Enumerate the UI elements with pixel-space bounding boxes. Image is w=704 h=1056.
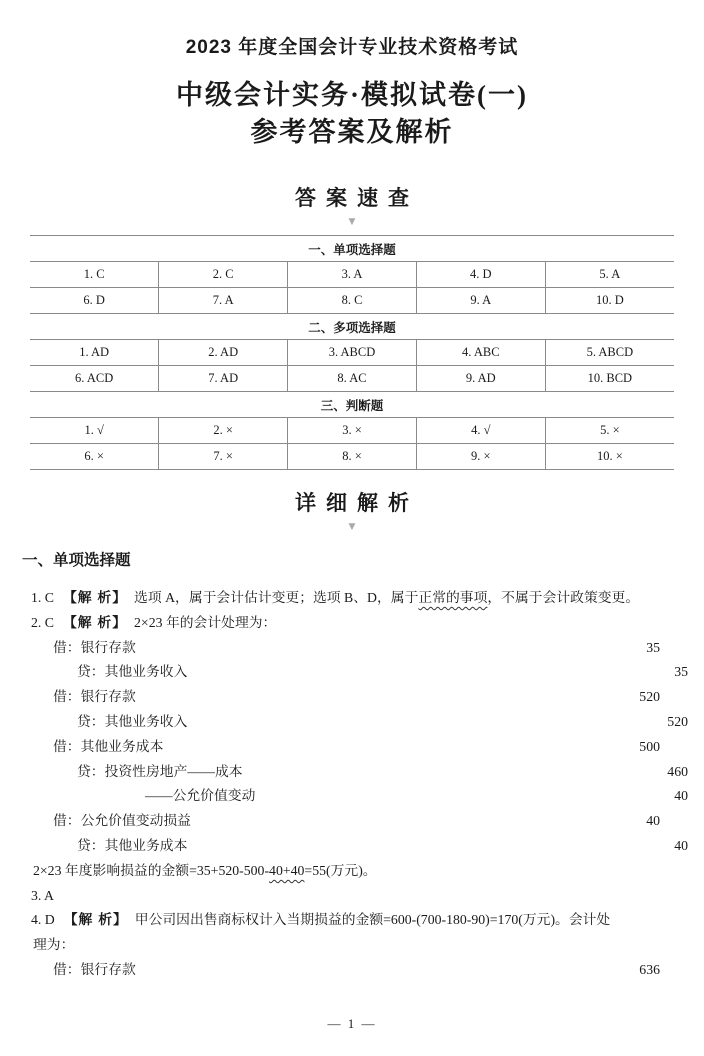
journal-entry-text: 贷：其他业务收入: [77, 664, 188, 680]
item-text-wavy-underlined: 正常的事项: [418, 590, 488, 605]
item-number: 4. D: [31, 912, 55, 928]
answer-cell: 4. ABC: [416, 340, 545, 366]
table-row: [30, 340, 674, 366]
answer-cell: 1. √: [30, 418, 159, 444]
answer-table: [30, 235, 674, 470]
journal-entry-text: ——公允价值变动: [145, 788, 256, 804]
journal-amount: 35: [646, 639, 660, 655]
answer-cell: 5. ABCD: [545, 340, 674, 366]
table-section-header-row: [30, 236, 674, 262]
journal-line: [31, 636, 704, 661]
answer-cell: 8. C: [288, 288, 417, 314]
analysis-item-2: [31, 611, 704, 636]
table-row: [30, 366, 674, 392]
item-text: 理为：: [33, 937, 75, 953]
journal-amount: 35: [674, 664, 688, 680]
answer-cell: 8. ×: [288, 444, 417, 470]
item-text: 2×23 年的会计处理为：: [134, 614, 277, 630]
journal-entry-text: 借：其他业务成本: [53, 738, 164, 754]
table-section-header-row: [30, 314, 674, 340]
journal-entry-text: 贷：其他业务成本: [77, 837, 188, 853]
answer-cell: 2. C: [159, 262, 288, 288]
journal-amount: 40: [674, 788, 688, 804]
computation-text: 2×23 年度影响损益的金额=35+520-500-: [33, 862, 270, 878]
answer-cell: 10. BCD: [545, 366, 674, 392]
computation-text-wavy-underlined: 40+40: [269, 862, 305, 878]
computation-line: [31, 859, 704, 884]
answer-cell: 10. D: [545, 288, 674, 314]
journal-amount: 520: [667, 713, 688, 729]
detailed-analysis-heading: 详细解析: [295, 492, 419, 515]
answer-cell: 1. AD: [30, 340, 159, 366]
answer-cell: 9. A: [416, 288, 545, 314]
section-title-multi-choice: 二、多项选择题: [30, 314, 674, 340]
quick-answers-heading: 答案速查: [295, 187, 419, 210]
analysis-item-4: [31, 908, 704, 933]
item-number: 3. A: [31, 887, 54, 903]
table-section-header-row: [30, 392, 674, 418]
answer-cell: 7. A: [159, 288, 288, 314]
answer-cell: 9. AD: [416, 366, 545, 392]
analysis-item-3: [31, 884, 704, 909]
answer-cell: 6. ACD: [30, 366, 159, 392]
journal-entry-text: 贷：投资性房地产——成本: [77, 763, 243, 779]
analysis-label: 【解 析】: [63, 912, 128, 928]
table-row: [30, 444, 674, 470]
answer-cell: 3. ABCD: [288, 340, 417, 366]
answers-subtitle: 参考答案及解析: [250, 117, 454, 147]
journal-amount: 500: [639, 738, 660, 754]
table-row: [30, 262, 674, 288]
answer-cell: 6. ×: [30, 444, 159, 470]
journal-entry-text: 借：银行存款: [53, 689, 136, 705]
journal-entry-text: 贷：其他业务收入: [77, 713, 188, 729]
journal-line: [31, 710, 704, 735]
item-text: ，不属于会计政策变更。: [487, 590, 640, 605]
answer-cell: 9. ×: [416, 444, 545, 470]
answer-cell: 3. ×: [288, 418, 417, 444]
answer-cell: 2. ×: [159, 418, 288, 444]
journal-line: [31, 784, 704, 809]
answer-cell: 6. D: [30, 288, 159, 314]
analysis-item-1: [31, 586, 704, 611]
journal-line: [31, 660, 704, 685]
paper-title: 中级会计实务·模拟试卷(一): [176, 80, 528, 110]
journal-amount: 520: [639, 689, 660, 705]
page-number: — 1 —: [327, 1016, 377, 1031]
journal-amount: 460: [667, 763, 688, 779]
answer-cell: 2. AD: [159, 340, 288, 366]
answer-cell: 4. √: [416, 418, 545, 444]
answer-cell: 8. AC: [288, 366, 417, 392]
computation-text: =55(万元)。: [304, 862, 377, 878]
answer-cell: 5. A: [545, 262, 674, 288]
answer-cell: 3. A: [288, 262, 417, 288]
answer-cell: 4. D: [416, 262, 545, 288]
journal-entry-text: 借：银行存款: [53, 961, 136, 977]
answer-cell: 7. AD: [159, 366, 288, 392]
journal-line: [31, 760, 704, 785]
analysis-section-title: 一、单项选择题: [22, 552, 131, 569]
section-title-single-choice: 一、单项选择题: [30, 236, 674, 262]
answer-cell: 10. ×: [545, 444, 674, 470]
journal-amount: 636: [639, 961, 660, 977]
table-row: [30, 288, 674, 314]
item-text: 甲公司因出售商标权计入当期损益的金额=600-(700-180-90)=170(万元)。会计处: [134, 912, 611, 928]
answer-cell: 7. ×: [159, 444, 288, 470]
journal-line: [31, 958, 704, 983]
item-number: 1. C: [31, 590, 54, 605]
triangle-down-icon: ▼: [348, 217, 356, 227]
analysis-body: [0, 548, 704, 983]
analysis-item-4-continuation: [31, 933, 704, 958]
journal-amount: 40: [674, 837, 688, 853]
answer-cell: 5. ×: [545, 418, 674, 444]
journal-entry-text: 借：银行存款: [53, 639, 136, 655]
journal-entry-text: 借：公允价值变动损益: [53, 813, 191, 829]
journal-line: [31, 834, 704, 859]
analysis-label: 【解 析】: [63, 614, 128, 630]
answer-cell: 1. C: [30, 262, 159, 288]
triangle-down-icon: ▼: [348, 522, 356, 532]
journal-line: [31, 735, 704, 760]
item-number: 2. C: [31, 614, 54, 630]
analysis-label: 【解 析】: [63, 590, 128, 605]
journal-line: [31, 809, 704, 834]
exam-title: 2023 年度全国会计专业技术资格考试: [185, 37, 519, 58]
journal-line: [31, 685, 704, 710]
section-title-judgment: 三、判断题: [30, 392, 674, 418]
journal-amount: 40: [646, 813, 660, 829]
table-row: [30, 418, 674, 444]
item-text: 选项 A，属于会计估计变更；选项 B、D，属于: [134, 590, 419, 605]
